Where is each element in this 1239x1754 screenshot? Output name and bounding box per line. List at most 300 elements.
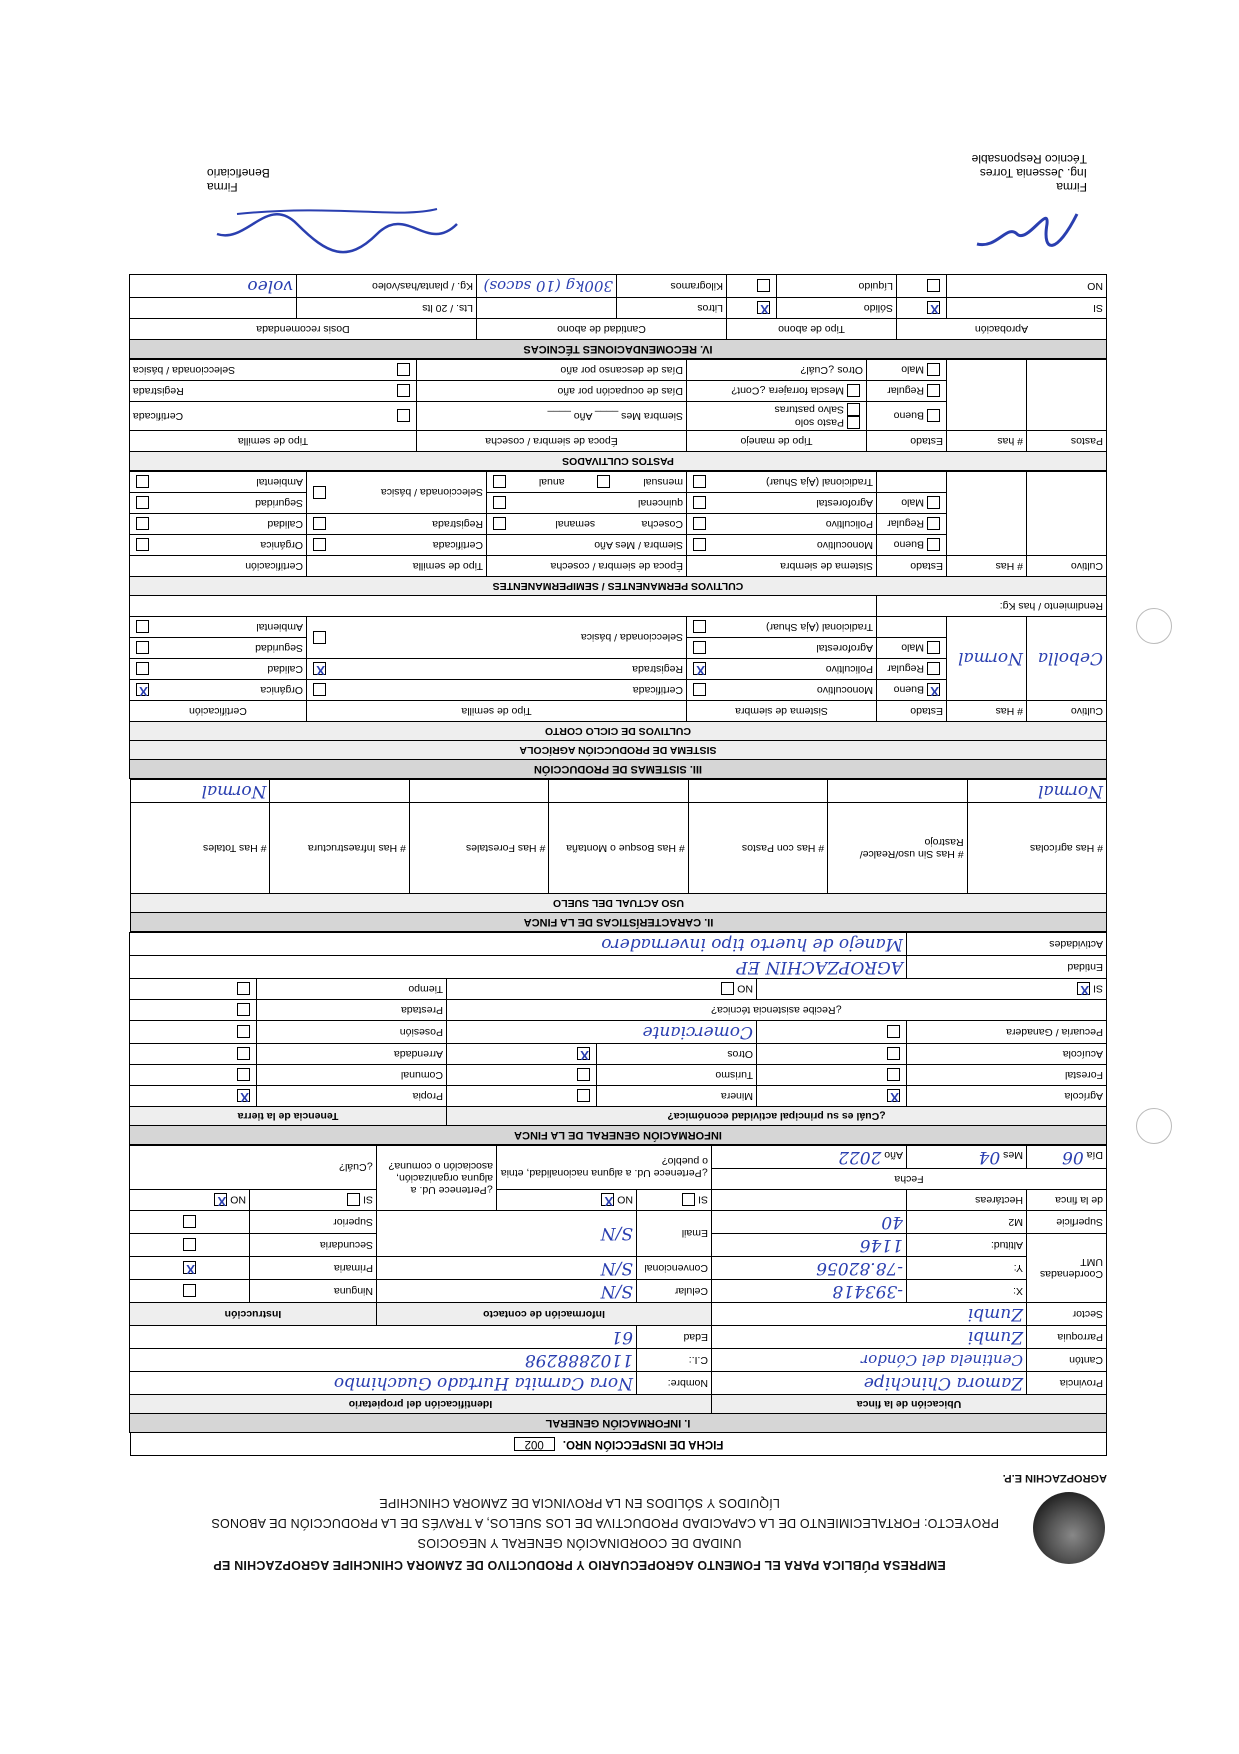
estado-label: Malo bbox=[901, 364, 924, 377]
empty-cell[interactable] bbox=[549, 780, 688, 803]
uso-suelo-table bbox=[130, 779, 1107, 932]
has-field[interactable] bbox=[947, 617, 1027, 701]
p-cert-calidad[interactable] bbox=[129, 514, 306, 535]
si-label: SI bbox=[698, 1194, 708, 1207]
act-minera-check[interactable] bbox=[447, 1086, 597, 1107]
act-acuicola-check[interactable] bbox=[757, 1044, 907, 1065]
hect-field[interactable] bbox=[712, 1190, 907, 1211]
celular-label: Celular bbox=[637, 1280, 712, 1303]
col-epoca: Época de siembra / cosecha bbox=[487, 556, 687, 577]
litros-field[interactable] bbox=[477, 298, 617, 319]
semilla-label: Seleccionada / básica bbox=[580, 631, 683, 644]
empty-cell[interactable] bbox=[409, 780, 548, 803]
checkbox-icon bbox=[183, 1216, 196, 1229]
pa-estado-regular[interactable] bbox=[867, 381, 947, 402]
estado-label: Malo bbox=[901, 497, 924, 510]
section-2-title: INFORMACIÓN GENERAL DE LA FINCA bbox=[130, 1126, 1107, 1145]
checkbox-icon bbox=[136, 663, 149, 676]
checkbox-icon bbox=[927, 385, 940, 398]
section-4-title: III. SISTEMAS DE PRODUCCIÓN bbox=[129, 760, 1106, 779]
checkbox-checked-icon bbox=[183, 1262, 196, 1275]
act-otros-label: Otros bbox=[597, 1044, 757, 1065]
edad-value: 61 bbox=[611, 1327, 633, 1347]
ten-posesion-check[interactable] bbox=[130, 1021, 257, 1044]
sistema-agricola-title: SISTEMA DE PRODUCCIÓN AGRÍCOLA bbox=[129, 741, 1106, 760]
org-cual: ¿Cuál? bbox=[129, 1146, 376, 1190]
epoca-label: quincenal bbox=[638, 497, 683, 509]
org-si[interactable] bbox=[250, 1190, 377, 1211]
provincia-field[interactable] bbox=[712, 1372, 1027, 1395]
edad-field[interactable] bbox=[129, 1326, 636, 1349]
checkbox-checked-icon bbox=[601, 1194, 614, 1207]
finca-label: de la finca bbox=[1027, 1190, 1107, 1211]
cert-organica[interactable] bbox=[129, 680, 306, 701]
lts-field[interactable] bbox=[129, 298, 296, 319]
estado-label: Regular bbox=[887, 385, 924, 398]
agropzachin-logo bbox=[1033, 1492, 1105, 1564]
pastos-title: PASTOS CULTIVADOS bbox=[129, 452, 1106, 471]
uso-forestales[interactable] bbox=[409, 803, 548, 894]
checkbox-icon bbox=[397, 364, 410, 377]
ten-tiempo-check[interactable] bbox=[130, 979, 257, 1000]
ci-value: 1102888298 bbox=[524, 1350, 633, 1370]
si-label: SI bbox=[363, 1194, 373, 1207]
semilla-label: Registrada bbox=[632, 663, 683, 675]
act-pecuaria-check[interactable] bbox=[757, 1021, 907, 1044]
sistema-label: Tradicional (Aja Shuar) bbox=[766, 621, 873, 633]
checkbox-icon bbox=[237, 1048, 250, 1061]
cantidad-value: 300kg (10 sacos) bbox=[483, 277, 613, 295]
pa-manejo-1[interactable] bbox=[687, 402, 867, 431]
col-has: # has bbox=[947, 431, 1027, 452]
ten-propia-check[interactable] bbox=[130, 1086, 257, 1107]
entidad-field[interactable] bbox=[130, 956, 907, 979]
act-minera-label: Minera bbox=[597, 1086, 757, 1107]
ci-field[interactable] bbox=[129, 1349, 636, 1372]
alt-field[interactable] bbox=[712, 1234, 907, 1257]
project-line-1: PROYECTO: FORTALECIMIENTO DE LA CAPACIDAD PRODUCTIVA DE LOS SUELOS, A TRAVÉS DE LA PRODUCCIÓN DE ABONOS bbox=[211, 1516, 999, 1530]
section-iv-title: IV. RECOMENDACIONES TÉCNICAS bbox=[129, 340, 1106, 359]
col-epoca: Época de siembra / cosecha bbox=[417, 431, 687, 452]
checkbox-icon bbox=[183, 1285, 196, 1298]
act-turismo-label: Turismo bbox=[597, 1065, 757, 1086]
asist-no[interactable] bbox=[447, 979, 757, 1000]
checkbox-icon bbox=[237, 1004, 250, 1017]
liquido-check[interactable] bbox=[727, 275, 777, 298]
actividad-question: ¿Cuál es su principal actividad económica? bbox=[447, 1107, 1107, 1126]
firma-label: Firma bbox=[1056, 180, 1087, 194]
p-cert-organica[interactable] bbox=[129, 535, 306, 556]
aprob-si-check[interactable] bbox=[897, 298, 947, 319]
sistema-label: Monocultivo bbox=[816, 539, 873, 551]
p-sem-reg[interactable] bbox=[307, 514, 487, 535]
checkbox-checked-icon bbox=[136, 684, 149, 697]
pastos-has-field[interactable] bbox=[947, 360, 1027, 431]
tecnico-name: Ing. Jessenia Torres bbox=[979, 166, 1087, 180]
checkbox-icon bbox=[757, 280, 770, 293]
instr-ninguna-label: Ninguna bbox=[250, 1280, 377, 1303]
col-aprobacion: Aprobación bbox=[897, 319, 1107, 340]
checkbox-icon bbox=[927, 497, 940, 510]
pa-manejo-2[interactable] bbox=[687, 381, 867, 402]
sis-trad[interactable] bbox=[687, 617, 877, 638]
permanentes-title: CULTIVOS PERMANENTES / SEMIPERMANENTES bbox=[129, 577, 1106, 596]
m2-field[interactable] bbox=[712, 1211, 907, 1234]
parroquia-field[interactable] bbox=[712, 1326, 1027, 1349]
col-cantidad: Cantidad de abono bbox=[477, 319, 727, 340]
utm-label: Coordenadas UMT bbox=[1027, 1234, 1107, 1303]
checkbox-icon bbox=[493, 476, 506, 489]
checkbox-icon bbox=[887, 1026, 900, 1039]
form-page bbox=[130, 124, 1107, 1576]
uso-agricolas[interactable] bbox=[967, 803, 1106, 894]
checkbox-icon bbox=[847, 416, 860, 429]
form-header bbox=[130, 1456, 1107, 1576]
p-estado-malo[interactable] bbox=[877, 493, 947, 514]
alt-label: Altitud: bbox=[907, 1234, 1027, 1257]
checkbox-icon bbox=[313, 631, 326, 644]
checkbox-icon bbox=[847, 385, 860, 398]
anio-label: Año bbox=[884, 1149, 903, 1161]
anio-field[interactable] bbox=[712, 1146, 907, 1169]
epoca-label: mensual bbox=[643, 476, 683, 488]
asistencia-question: ¿Recibe asistencia técnica? bbox=[447, 1000, 1107, 1021]
aprob-no-check[interactable] bbox=[897, 275, 947, 298]
ten-comunal-label: Comunal bbox=[257, 1065, 447, 1086]
mes-field[interactable] bbox=[907, 1146, 1027, 1169]
cert-label: Ambiental bbox=[256, 476, 303, 488]
checkbox-icon bbox=[693, 518, 706, 531]
x-field[interactable] bbox=[712, 1280, 907, 1303]
pueblo-si[interactable] bbox=[637, 1190, 712, 1211]
checkbox-checked-icon bbox=[1077, 983, 1090, 996]
rendimiento-label: Rendimiento / has Kg: bbox=[877, 596, 1107, 617]
kgpl-label: Kg. / planta/has/voleo bbox=[297, 275, 477, 298]
sistema-label: Tradicional (Aja Shuar) bbox=[766, 476, 873, 488]
firma-label: Firma bbox=[207, 180, 238, 194]
signatures bbox=[130, 124, 1107, 274]
p-sem-sel[interactable] bbox=[307, 472, 487, 514]
litros-label: Litros bbox=[617, 298, 727, 319]
sem-cert[interactable] bbox=[307, 680, 687, 701]
email-field[interactable] bbox=[377, 1211, 637, 1257]
agric-value-cell[interactable] bbox=[967, 780, 1106, 803]
checkbox-icon bbox=[237, 1026, 250, 1039]
p-epoca-quincenal[interactable] bbox=[487, 493, 687, 514]
p-sem-cert[interactable] bbox=[307, 535, 487, 556]
checkbox-icon bbox=[887, 1069, 900, 1082]
checkbox-icon bbox=[313, 486, 326, 499]
org-no[interactable] bbox=[129, 1190, 249, 1211]
pa-sem-sel[interactable] bbox=[129, 360, 416, 381]
cert-label: Calidad bbox=[267, 663, 303, 675]
p-estado-regular[interactable] bbox=[877, 514, 947, 535]
beneficiario-label: Beneficiario bbox=[207, 166, 270, 180]
dia-value: 06 bbox=[1062, 1147, 1084, 1167]
col-label: # Has Bosque o Montaña bbox=[566, 842, 685, 854]
dia-label: Día bbox=[1086, 1149, 1103, 1161]
col-estado: Estado bbox=[877, 701, 947, 722]
cert-ambiental[interactable] bbox=[129, 617, 306, 638]
sis-poli[interactable] bbox=[687, 659, 877, 680]
semilla-label: Certificada bbox=[132, 410, 184, 422]
act-agricola-check[interactable] bbox=[757, 1086, 907, 1107]
perm-has-field[interactable] bbox=[947, 472, 1027, 556]
nombre-label: Nombre: bbox=[637, 1372, 712, 1395]
col-estado: Estado bbox=[867, 431, 947, 452]
semilla-label: Registrada bbox=[432, 518, 483, 530]
empty-cell[interactable] bbox=[828, 780, 967, 803]
col-semilla: Tipo de semilla bbox=[129, 431, 416, 452]
ci-label: C.I.: bbox=[637, 1349, 712, 1372]
col-pastos: Pastos bbox=[1027, 431, 1107, 452]
kg-field[interactable] bbox=[477, 275, 617, 298]
m2-value: 40 bbox=[881, 1212, 903, 1232]
semilla-label: Certificada bbox=[432, 539, 483, 551]
uso-infra[interactable] bbox=[270, 803, 409, 894]
org-name: EMPRESA PÚBLICA PARA EL FOMENTO AGROPECUARIO Y PRODUCTIVO DE ZAMORA CHINCHIPE AGROPZACHIN EP bbox=[213, 1558, 946, 1572]
pueblo-no[interactable] bbox=[497, 1190, 637, 1211]
y-field[interactable] bbox=[712, 1257, 907, 1280]
checkbox-icon bbox=[237, 1069, 250, 1082]
contacto-title: Información de contacto bbox=[377, 1303, 712, 1326]
pastos-field[interactable] bbox=[1027, 360, 1107, 431]
mes-label: Mes bbox=[1003, 1149, 1023, 1161]
conv-field[interactable] bbox=[377, 1257, 637, 1280]
ten-propia-label: Propia bbox=[257, 1086, 447, 1107]
col-label: # Has Totales bbox=[203, 842, 267, 854]
col-label: # Has Infraestructura bbox=[307, 842, 406, 854]
ocupacion-field[interactable]: Días de ocupación por año bbox=[417, 381, 687, 402]
semilla-label: Seleccionada / básica bbox=[132, 364, 236, 376]
col-certificacion: Certificación bbox=[129, 556, 306, 577]
col-semilla: Tipo de semilla bbox=[307, 701, 687, 722]
instr-ninguna-check[interactable] bbox=[129, 1280, 249, 1303]
pa-estado-malo[interactable] bbox=[867, 360, 947, 381]
uso-pastos[interactable] bbox=[688, 803, 827, 894]
ten-arrendada-check[interactable] bbox=[130, 1044, 257, 1065]
p-estado-bueno[interactable] bbox=[877, 535, 947, 556]
p-sis-mono[interactable] bbox=[687, 535, 877, 556]
lts-label: Lts. / 20 lts bbox=[297, 298, 477, 319]
anio-value: 2022 bbox=[838, 1147, 882, 1167]
sem-reg[interactable] bbox=[307, 659, 687, 680]
section-1-title: I. INFORMACIÓN GENERAL bbox=[129, 1414, 1106, 1433]
epoca-label: Año bbox=[594, 539, 613, 551]
checkbox-checked-icon bbox=[693, 663, 706, 676]
checkbox-checked-icon bbox=[927, 684, 940, 697]
p-cert-ambiental[interactable] bbox=[129, 472, 306, 493]
checkbox-icon bbox=[136, 642, 149, 655]
provincia-value: Zamora Chinchipe bbox=[863, 1373, 1023, 1393]
canton-field[interactable] bbox=[712, 1349, 1027, 1372]
inspection-number: 002 bbox=[514, 1437, 555, 1451]
tecnico-signature-block bbox=[787, 152, 1087, 264]
checkbox-icon bbox=[721, 983, 734, 996]
checkbox-icon bbox=[927, 410, 940, 423]
estado-bueno[interactable] bbox=[877, 680, 947, 701]
empty-cell[interactable] bbox=[270, 780, 409, 803]
p-sis-trad[interactable] bbox=[687, 472, 877, 493]
p-sis-agro[interactable] bbox=[687, 493, 877, 514]
total-value: Normal bbox=[201, 781, 267, 801]
ten-comunal-check[interactable] bbox=[130, 1065, 257, 1086]
act-acuicola-label: Acuícola bbox=[907, 1044, 1107, 1065]
ten-tiempo-label: Tiempo bbox=[257, 979, 447, 1000]
act-otros-check[interactable] bbox=[447, 1044, 597, 1065]
rendimiento-field[interactable] bbox=[129, 596, 876, 617]
cert-label: Seguridad bbox=[255, 642, 303, 654]
dia-field[interactable] bbox=[1027, 1146, 1107, 1169]
instr-primaria-label: Primaria bbox=[250, 1257, 377, 1280]
asist-si[interactable] bbox=[757, 979, 1107, 1000]
checkbox-icon bbox=[313, 518, 326, 531]
ten-prestada-label: Prestada bbox=[257, 1000, 447, 1021]
dosis-field[interactable] bbox=[129, 275, 296, 298]
epoca-label: Siembra bbox=[643, 539, 683, 551]
beneficiario-signature-block bbox=[207, 166, 507, 264]
checkbox-icon bbox=[397, 410, 410, 423]
sistema-label: Policultivo bbox=[825, 663, 873, 675]
instr-secundaria-check[interactable] bbox=[129, 1234, 249, 1257]
email-label: Email bbox=[637, 1211, 712, 1257]
uso-totales[interactable] bbox=[131, 803, 270, 894]
inspection-number-row bbox=[130, 1433, 1107, 1456]
sector-field[interactable] bbox=[712, 1303, 1027, 1326]
instr-primaria-check[interactable] bbox=[129, 1257, 249, 1280]
checkbox-icon bbox=[397, 385, 410, 398]
pa-estado-bueno[interactable] bbox=[867, 402, 947, 431]
pa-sem-reg[interactable] bbox=[129, 381, 416, 402]
descanso-field[interactable]: Días de descanso por año bbox=[417, 360, 687, 381]
checkbox-checked-icon bbox=[927, 302, 940, 315]
sis-mono[interactable] bbox=[687, 680, 877, 701]
checkbox-icon bbox=[313, 684, 326, 697]
checkbox-icon bbox=[136, 518, 149, 531]
col-label: # Has con Pastos bbox=[741, 842, 825, 854]
estado-malo[interactable] bbox=[877, 638, 947, 659]
no-label: NO bbox=[230, 1194, 246, 1207]
checkbox-checked-icon bbox=[887, 1090, 900, 1103]
perm-cultivo-field[interactable] bbox=[1027, 472, 1107, 556]
checkbox-checked-icon bbox=[214, 1194, 227, 1207]
epoca-label: semanal bbox=[555, 518, 596, 530]
mes-value: 04 bbox=[978, 1147, 1001, 1167]
y-value: -78.82056 bbox=[816, 1258, 903, 1278]
checkbox-icon bbox=[136, 539, 149, 552]
act-forestal-check[interactable] bbox=[757, 1065, 907, 1086]
checkbox-icon bbox=[847, 403, 860, 416]
pa-siembra[interactable]: Siembra Mes ____ Año ____ bbox=[417, 402, 687, 431]
cert-seguridad[interactable] bbox=[129, 638, 306, 659]
checkbox-icon bbox=[927, 518, 940, 531]
checkbox-icon bbox=[887, 1048, 900, 1061]
checkbox-icon bbox=[693, 684, 706, 697]
solido-check[interactable] bbox=[727, 298, 777, 319]
empty-cell[interactable] bbox=[688, 780, 827, 803]
checkbox-icon bbox=[136, 476, 149, 489]
canton-value: Centinela del Cóndor bbox=[861, 1351, 1023, 1369]
pa-manejo-3[interactable] bbox=[687, 360, 867, 381]
parroquia-value: Zumbi bbox=[967, 1327, 1023, 1347]
checkbox-icon bbox=[693, 621, 706, 634]
p-cert-seguridad[interactable] bbox=[129, 493, 306, 514]
email-value: S/N bbox=[600, 1223, 633, 1244]
siembra-label: Siembra bbox=[643, 410, 683, 422]
sector-value: Zumbi bbox=[967, 1304, 1023, 1324]
solido-label: Sólido bbox=[777, 298, 897, 319]
sis-agro[interactable] bbox=[687, 638, 877, 659]
col-label: # Has Sin uso/Realce/ Rastrojo bbox=[859, 836, 964, 860]
estado-label: Malo bbox=[901, 642, 924, 655]
uso-suelo-title: USO ACTUAL DEL SUELO bbox=[131, 894, 1107, 913]
ten-prestada-check[interactable] bbox=[130, 1000, 257, 1021]
act-turismo-check[interactable] bbox=[447, 1065, 597, 1086]
checkbox-icon bbox=[183, 1239, 196, 1252]
p-epoca-cosecha[interactable] bbox=[487, 514, 687, 535]
uso-bosque[interactable] bbox=[549, 803, 688, 894]
celular-value: S/N bbox=[600, 1281, 633, 1301]
nombre-field[interactable] bbox=[129, 1372, 636, 1395]
col-semilla: Tipo de semilla bbox=[307, 556, 487, 577]
punch-hole-top bbox=[1136, 1108, 1172, 1144]
edad-label: Edad bbox=[637, 1326, 712, 1349]
conv-label: Convencional bbox=[637, 1257, 712, 1280]
sem-sel[interactable] bbox=[307, 617, 687, 659]
entidad-value: AGROPZACHIN EP bbox=[736, 957, 903, 977]
total-value-cell[interactable] bbox=[131, 780, 270, 803]
inspection-label: FICHA DE INSPECCIÓN NRO. bbox=[562, 1438, 724, 1450]
entidad-label: Entidad bbox=[907, 956, 1107, 979]
p-sis-poli[interactable] bbox=[687, 514, 877, 535]
instruccion-title: Instrucción bbox=[129, 1303, 376, 1326]
actividades-field[interactable] bbox=[130, 933, 907, 956]
ident-title: Identificación del propietario bbox=[129, 1395, 711, 1414]
manejo-label: Mescla forrajera bbox=[768, 385, 844, 398]
recomendaciones-table bbox=[129, 274, 1107, 359]
alt-value: 1146 bbox=[859, 1235, 903, 1255]
instr-superior-check[interactable] bbox=[129, 1211, 249, 1234]
nombre-value: Nora Carmita Hurtado Guachimbo bbox=[333, 1373, 633, 1393]
parroquia-label: Parroquia bbox=[1027, 1326, 1107, 1349]
sistema-label: Agroforestal bbox=[816, 497, 873, 509]
cert-label: Orgánica bbox=[260, 539, 303, 551]
aprob-no-label: NO bbox=[947, 275, 1107, 298]
tenencia-title: Tenencia de la tierra bbox=[130, 1107, 447, 1126]
manejo-label: Salvo pasturas bbox=[774, 403, 844, 416]
no-label: NO bbox=[617, 1194, 633, 1207]
manejo-label: Pasto solo bbox=[794, 416, 844, 429]
tecnico-role: Técnico Responsable bbox=[971, 152, 1087, 166]
p-epoca-siembra[interactable]: Siembra / Mes Año bbox=[487, 535, 687, 556]
canton-label: Cantón bbox=[1027, 1349, 1107, 1372]
otros-field[interactable] bbox=[447, 1021, 757, 1044]
estado-regular[interactable] bbox=[877, 659, 947, 680]
estado-label: Regular bbox=[887, 518, 924, 531]
cultivo-field[interactable] bbox=[1027, 617, 1107, 701]
cert-label: Calidad bbox=[267, 518, 303, 530]
kg-label: Kilogramos bbox=[617, 275, 727, 298]
p-epoca-mensual-anual[interactable] bbox=[487, 472, 687, 493]
pa-sem-cert[interactable] bbox=[129, 402, 416, 431]
epoca-label: Mes bbox=[615, 539, 636, 551]
semilla-label: Registrada bbox=[132, 385, 184, 397]
otros-value: Comerciante bbox=[642, 1022, 753, 1042]
estado-label: Bueno bbox=[893, 684, 924, 697]
uso-sinuso[interactable] bbox=[828, 803, 967, 894]
celular-field[interactable] bbox=[377, 1280, 637, 1303]
cert-calidad[interactable] bbox=[129, 659, 306, 680]
